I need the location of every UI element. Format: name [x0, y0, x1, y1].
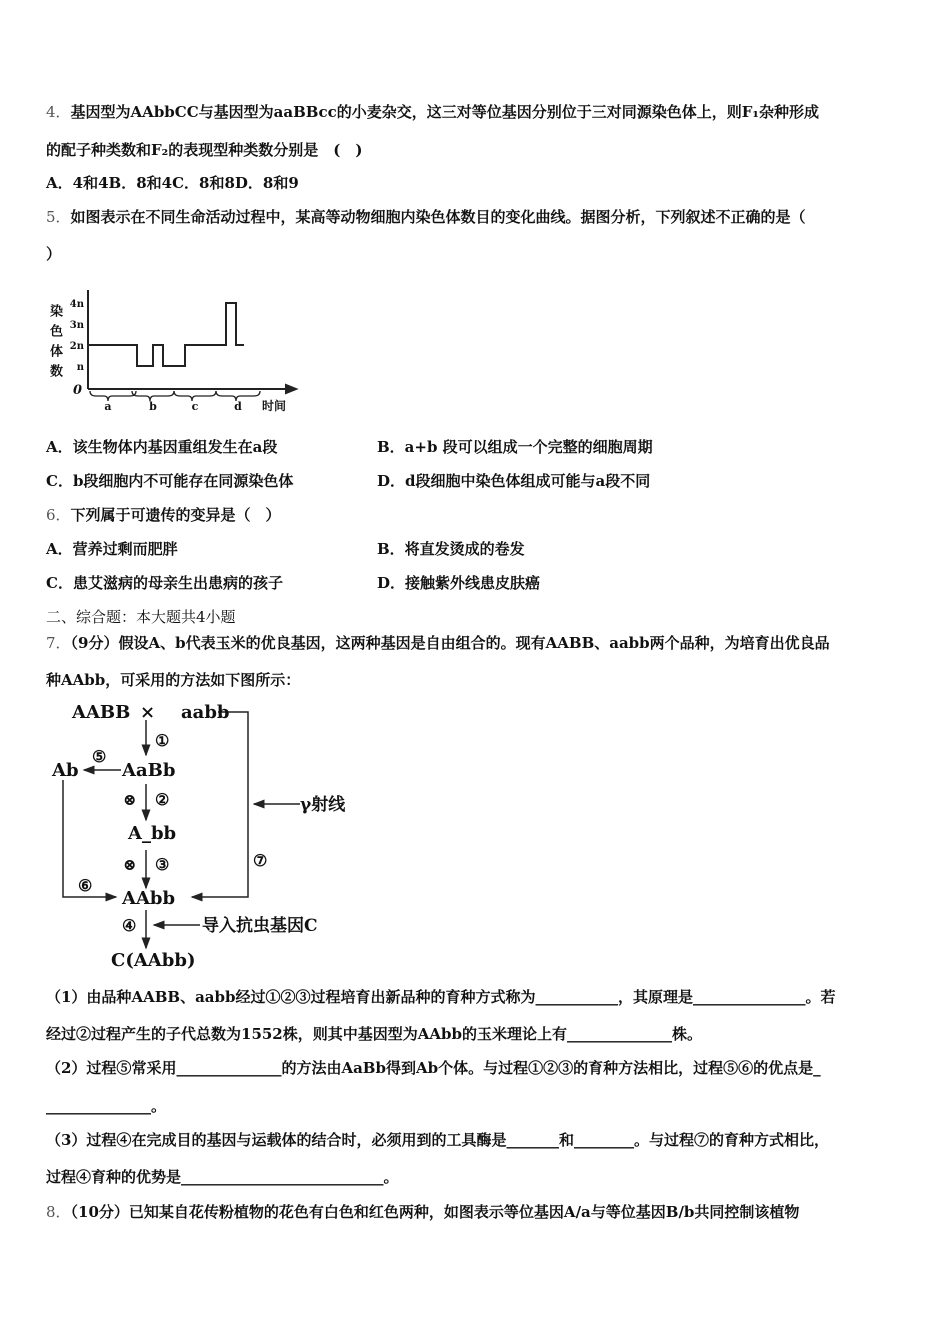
f2-a-bb: A_bb	[128, 823, 177, 844]
q8-line1	[46, 1202, 799, 1222]
q8-number: 8．	[46, 1203, 71, 1221]
ytick-n: n	[76, 362, 84, 373]
q6-number: 6．	[46, 506, 71, 524]
q7-stem: （9分）假设A、b代表玉米的优良基因，这两种基因是自由组合的。现有AABB、aabb两个品种，为培育出优良品	[70, 634, 830, 652]
q7-part3-line2: 过程④育种的优势是___________________________。	[46, 1168, 399, 1186]
q6-option-d: D．接触紫外线患皮肤癌	[377, 574, 541, 592]
q5-option-c: C．b段细胞内不可能存在同源染色体	[46, 472, 294, 490]
q4-line2: 的配子种类数和F₂的表现型种类数分别是 ( )	[46, 141, 363, 159]
step-5: ⑤	[92, 747, 107, 766]
cross-symbol: ×	[140, 702, 156, 723]
parent-aabb-dominant: AABB	[72, 702, 131, 723]
y-axis-label: 染色体数	[47, 304, 62, 384]
segment-c: c	[191, 400, 199, 413]
insert-gene-label: 导入抗虫基因C	[202, 916, 318, 936]
q8-stem: （10分）已知某自花传粉植物的花色有白色和红色两种，如图表示等位基因A/a与等位基因B/b共同控制该植物	[70, 1203, 800, 1221]
q6-option-a: A．营养过剩而肥胖	[46, 540, 178, 558]
q6-stem-text: 下列属于可遗传的变异是（ ）	[70, 506, 281, 524]
q4-options: A．4和4B．8和4C．8和8D．8和9	[46, 174, 299, 192]
q5-number: 5．	[46, 208, 71, 226]
q7-part2-line2: ______________。	[46, 1097, 167, 1115]
q7-part1-line2: 经过②过程产生的子代总数为1552株，则其中基因型为AAbb的玉米理论上有______________株。	[46, 1025, 703, 1043]
ytick-4n: 4n	[69, 299, 84, 310]
q5-option-a: A．该生物体内基因重组发生在a段	[46, 438, 278, 456]
parent-aabb-recessive: aabb	[181, 702, 230, 723]
ytick-3n: 3n	[69, 320, 84, 331]
step-3: ③	[155, 855, 170, 874]
step-4: ④	[122, 916, 137, 935]
ytick-2n: 2n	[69, 341, 84, 352]
section-heading: 二、综合题：本大题共4小题	[46, 608, 236, 626]
gamma-ray-label: γ射线	[300, 795, 346, 815]
q7-part1-line1: （1）由品种AABB、aabb经过①②③过程培育出新品种的育种方式称为___________，其原理是_______________。若	[46, 988, 836, 1006]
step-7: ⑦	[253, 851, 268, 870]
selfing-symbol-1: ⊗	[123, 790, 137, 809]
q7-part3-line1: （3）过程④在完成目的基因与运载体的结合时，必须用到的工具酶是_______和________。与过程⑦的育种方式相比，	[46, 1131, 829, 1149]
arrow-7	[192, 712, 248, 897]
step-6: ⑥	[78, 876, 93, 895]
step-2: ②	[155, 790, 170, 809]
selfing-symbol-2: ⊗	[123, 855, 137, 874]
q4-stem: 基因型为AAbbCC与基因型为aaBBcc的小麦杂交，这三对等位基因分别位于三对同源染色体上，则F₁杂种形成	[70, 103, 819, 121]
q4-number: 4．	[46, 103, 71, 121]
ytick-0: 0	[72, 383, 82, 398]
q6-option-c: C．患艾滋病的母亲生出患病的孩子	[46, 574, 283, 592]
target-aabb: AAbb	[122, 888, 176, 909]
segment-a: a	[104, 400, 112, 413]
q7-part2-line1: （2）过程⑤常采用______________的方法由AaBb得到Ab个体。与过程①②③的育种方法相比，过程⑤⑥的优点是_	[46, 1059, 821, 1077]
breeding-diagram	[0, 0, 363, 990]
q7-line2: 种AAbb，可采用的方法如下图所示：	[46, 671, 301, 689]
x-label: 时间	[262, 399, 287, 413]
step-1: ①	[155, 731, 170, 750]
f1-aabb: AaBb	[122, 760, 176, 781]
q5-option-d: D．d段细胞中染色体组成可能与a段不同	[377, 472, 651, 490]
segment-b: b	[149, 400, 157, 413]
q6-option-b: B．将直发烫成的卷发	[377, 540, 525, 558]
q5-stem: 如图表示在不同生命活动过程中，某高等动物细胞内染色体数目的变化曲线。据图分析，下列叙述不正确的是（	[70, 208, 806, 226]
final-c-aabb: C(AAbb)	[111, 950, 196, 971]
segment-d: d	[234, 400, 242, 413]
q7-number: 7．	[46, 634, 71, 652]
q5-line2: ）	[46, 245, 62, 263]
q5-option-b: B．a+b 段可以组成一个完整的细胞周期	[377, 438, 653, 456]
haploid-ab: Ab	[52, 760, 79, 781]
